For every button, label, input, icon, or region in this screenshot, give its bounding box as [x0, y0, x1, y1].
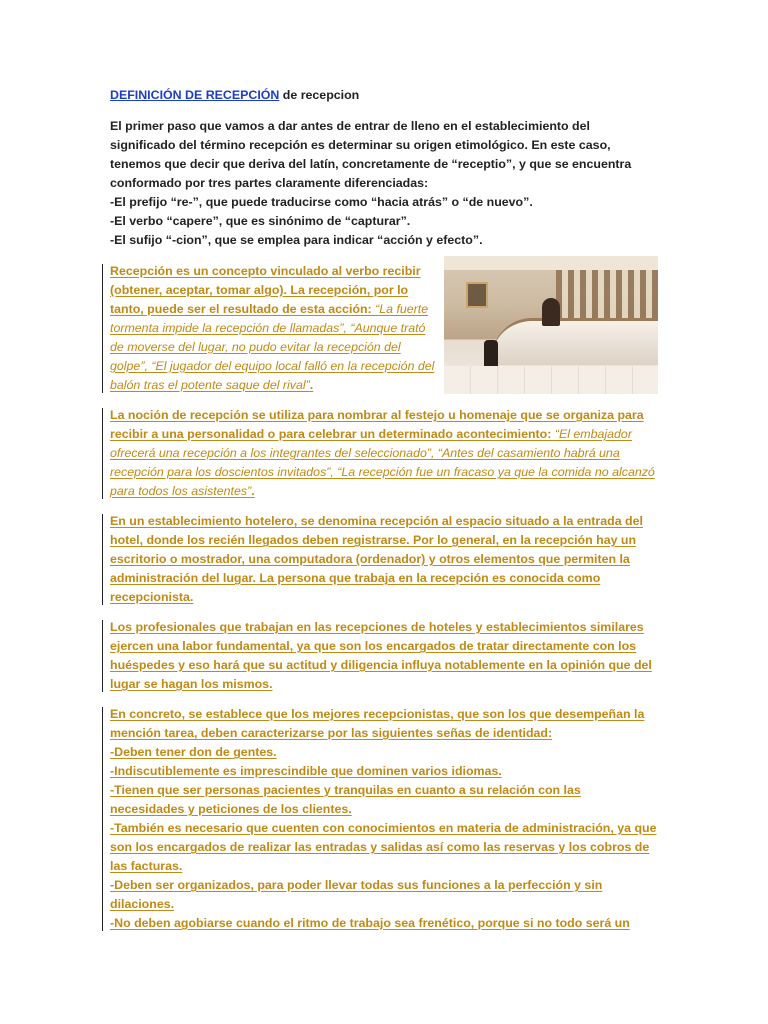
quote-text: La noción de recepción se utiliza para nombrar al festejo u homenaje que se organiza para recibir a una personalidad o para celebrar un determinado acontecimiento: “El embajador ofrecerá una recepción a los integrantes del seleccionado”, “Antes del casamiento habrá una recepción para los doscientos invitados”, “La recepción fue un fracaso ya que la comida no alcanzó para todos los asistentes”. [110, 408, 655, 498]
quote-examples: “El embajador ofrecerá una recepción a los integrantes del seleccionado”, “Antes del casamiento habrá una recepción para los doscientos invitados”, “La recepción fue un fracaso ya que la comida no alcanzó para todos los asistentes” [110, 427, 655, 498]
list-item: -También es necesario que cuenten con conocimientos en materia de administración, ya que son los encargados de realizar las entradas y salidas así como las reservas y los cobros de las facturas. [110, 821, 657, 873]
definition-link[interactable]: DEFINICIÓN DE RECEPCIÓN [110, 88, 280, 102]
intro-paragraph: El primer paso que vamos a dar antes de entrar de lleno en el establecimiento del significado del término recepción es determinar su origen etimológico. En este caso, tenemos que decir que deriva del latín, concretamente de “receptio”, y que se encuentra conformado por tres partes claramente diferenciadas: [110, 119, 632, 190]
title-suffix: de recepcion [279, 88, 360, 102]
quote-text: Recepción es un concepto vinculado al verbo recibir (obtener, aceptar, tomar algo). La recepción, por lo tanto, puede ser el resultado de esta acción: “La fuerte tormenta impide la recepción de llamadas”, “Aunque trató de moverse del lugar, no pudo evitar la recepción del golpe”, “El jugador del equipo local falló en la recepción del balón tras el potente saque del rival”. [110, 264, 435, 392]
quote-text: En un establecimiento hotelero, se denomina recepción al espacio situado a la entrada del hotel, donde los recién llegados deben registrarse. Por lo general, en la recepción hay un escritorio o mostrador, una computadora (ordenador) y otros elementos que permiten la administración del lugar. La persona que trabaja en la recepción es conocida como recepcionista. [110, 514, 643, 604]
quote-block-hotel[interactable] [110, 512, 658, 607]
quote-block-verb[interactable] [110, 262, 658, 395]
receptionist-figure [542, 298, 560, 326]
list-item: -Tienen que ser personas pacientes y tranquilas en cuanto a su relación con las necesidades y peticiones de los clientes. [110, 783, 581, 816]
quote-block-recepcionistas[interactable] [110, 705, 658, 933]
intro-part-verb: -El verbo “capere”, que es sinónimo de “capturar”. [110, 214, 411, 228]
quote-block-profesionales[interactable] [110, 618, 658, 694]
quote-bar [102, 264, 103, 393]
quote-bar [102, 514, 103, 605]
document-page [110, 86, 658, 944]
quote-bar [102, 620, 103, 692]
quote-text: Los profesionales que trabajan en las recepciones de hoteles y establecimientos similares ejercen una labor fundamental, ya que son los encargados de tratar directamente con los huéspedes y eso hará que su actitud y diligencia influya notablemente en la opinión que del lugar se hagan los mismos. [110, 620, 652, 691]
quote-block-festejo[interactable] [110, 406, 658, 501]
list-item: -Deben ser organizados, para poder llevar todas sus funciones a la perfección y sin dilaciones. [110, 878, 603, 911]
list-item: -No deben agobiarse cuando el ritmo de trabajo sea frenético, porque si no todo será un [110, 916, 630, 930]
list-item: -Deben tener don de gentes. [110, 745, 277, 759]
list-item: -Indiscutiblemente es imprescindible que dominen varios idiomas. [110, 764, 502, 778]
intro-section [110, 117, 658, 250]
intro-part-suffix: -El sufijo “-cion”, que se emplea para indicar “acción y efecto”. [110, 233, 483, 247]
quote-bar [102, 707, 103, 931]
page-title [110, 86, 658, 105]
intro-part-prefix: -El prefijo “re-”, que puede traducirse como “hacia atrás” o “de nuevo”. [110, 195, 533, 209]
quote-bar [102, 408, 103, 499]
quote-examples: “La fuerte tormenta impide la recepción de llamadas”, “Aunque trató de moverse del lugar, no pudo evitar la recepción del golpe”, “El jugador del equipo local falló en la recepción del balón tras el potente saque del rival” [110, 302, 435, 392]
quote-intro: En concreto, se establece que los mejores recepcionistas, que son los que desempeñan la mención tarea, deben caracterizarse por las siguientes señas de identidad: [110, 707, 645, 740]
hotel-reception-photo [444, 256, 658, 394]
